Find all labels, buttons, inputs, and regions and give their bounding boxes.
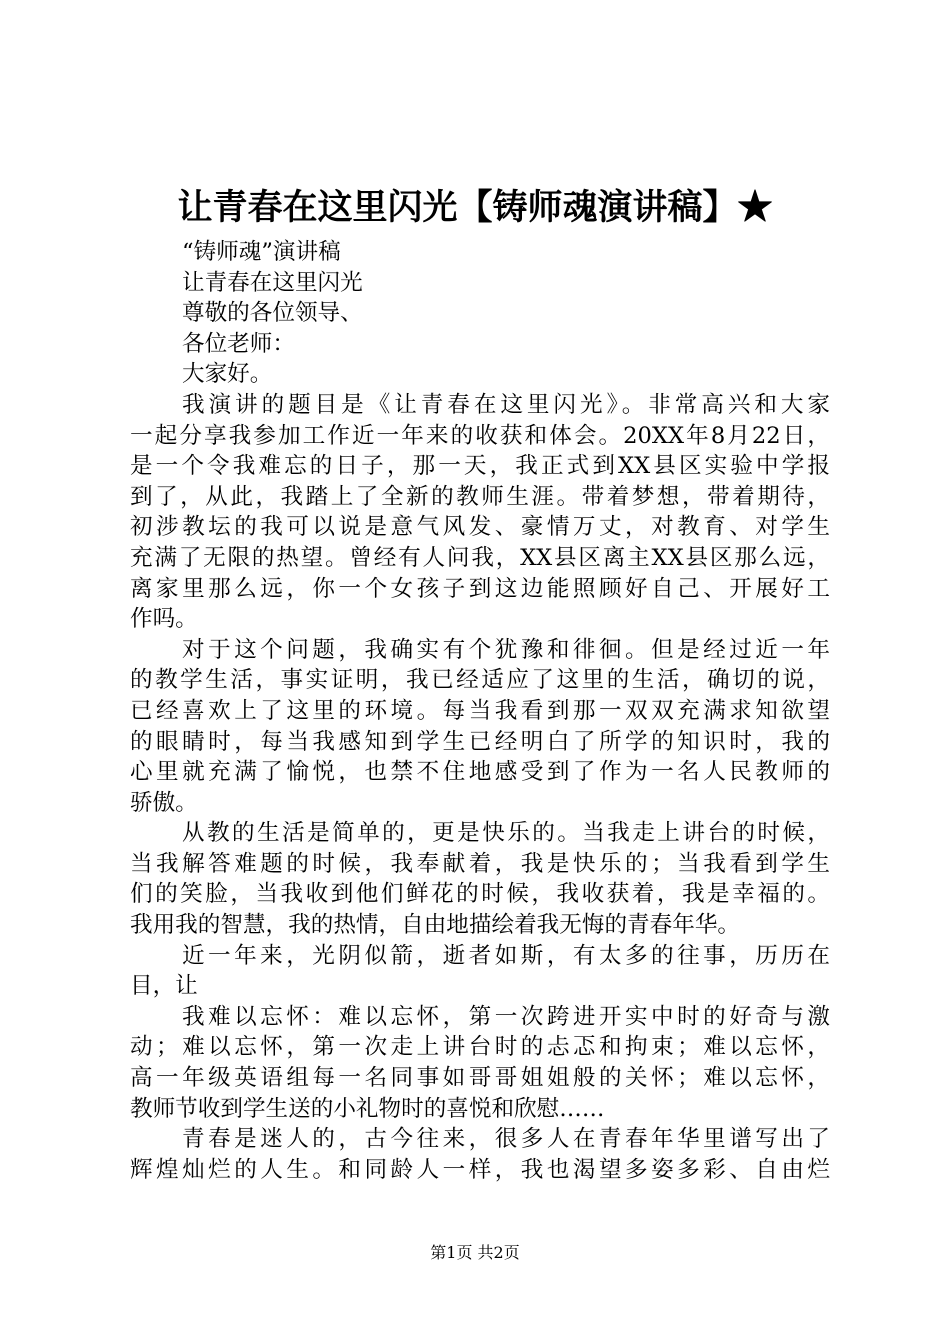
- body-line: 我演讲的题目是《让青春在这里闪光》。非常高兴和大家: [182, 391, 830, 418]
- document-body: [130, 237, 830, 1185]
- body-line: 离家里那么远，你一个女孩子到这边能照顾好自己、开展好工: [130, 575, 830, 602]
- body-line: 大家好。: [182, 361, 273, 388]
- body-line: 一起分享我参加工作近一年来的收获和体会。20XX年8月22日，: [130, 422, 830, 449]
- body-line: “铸师魂”演讲稿: [182, 239, 341, 265]
- body-line: 目，让: [130, 973, 198, 1000]
- body-line: 动；难以忘怀，第一次走上讲台时的忐忑和拘束；难以忘怀，: [130, 1034, 830, 1061]
- body-line: 当我解答难题的时候，我奉献着，我是快乐的；当我看到学生: [130, 850, 830, 877]
- document-title: 让青春在这里闪光【铸师魂演讲稿】★: [177, 187, 773, 228]
- body-line: 从教的生活是简单的，更是快乐的。当我走上讲台的时候，: [182, 820, 830, 847]
- body-line: 近一年来，光阴似箭，逝者如斯，有太多的往事，历历在: [182, 942, 830, 969]
- body-line: 作吗。: [130, 606, 198, 633]
- body-line: 辉煌灿烂的人生。和同龄人一样，我也渴望多姿多彩、自由烂: [130, 1156, 830, 1183]
- body-line: 我用我的智慧，我的热情，自由地描绘着我无悔的青春年华。: [130, 912, 741, 939]
- body-line: 我难以忘怀：难以忘怀，第一次跨进开实中时的好奇与激: [182, 1003, 830, 1030]
- page-footer: 第1页 共2页: [430, 1243, 520, 1262]
- body-line: 的眼睛时，每当我感知到学生已经明白了所学的知识时，我的: [130, 728, 830, 755]
- body-line: 骄傲。: [130, 789, 198, 816]
- body-line: 充满了无限的热望。曾经有人问我，XX县区离主XX县区那么远，: [130, 544, 830, 571]
- body-line: 已经喜欢上了这里的环境。每当我看到那一双双充满求知欲望: [130, 697, 830, 724]
- body-line: 们的笑脸，当我收到他们鲜花的时候，我收获着，我是幸福的。: [130, 881, 830, 908]
- body-line: 尊敬的各位领导、: [182, 300, 363, 327]
- body-line: 对于这个问题，我确实有个犹豫和徘徊。但是经过近一年: [182, 636, 830, 663]
- body-line: 青春是迷人的，古今往来，很多人在青春年华里谱写出了: [182, 1126, 830, 1153]
- body-line: 初涉教坛的我可以说是意气风发、豪情万丈，对教育、对学生: [130, 514, 830, 541]
- body-line: 各位老师：: [182, 330, 295, 357]
- body-line: 高一年级英语组每一名同事如哥哥姐姐般的关怀；难以忘怀，: [130, 1065, 830, 1092]
- body-line: 让青春在这里闪光: [182, 269, 363, 296]
- body-line: 的教学生活，事实证明，我已经适应了这里的生活，确切的说，: [130, 667, 830, 694]
- body-line: 到了，从此，我踏上了全新的教师生涯。带着梦想，带着期待，: [130, 483, 830, 510]
- body-line: 心里就充满了愉悦，也禁不住地感受到了作为一名人民教师的: [130, 759, 830, 786]
- body-line: 是一个令我难忘的日子，那一天，我正式到XX县区实验中学报: [130, 453, 830, 480]
- body-line: 教师节收到学生送的小礼物时的喜悦和欣慰……: [130, 1095, 605, 1122]
